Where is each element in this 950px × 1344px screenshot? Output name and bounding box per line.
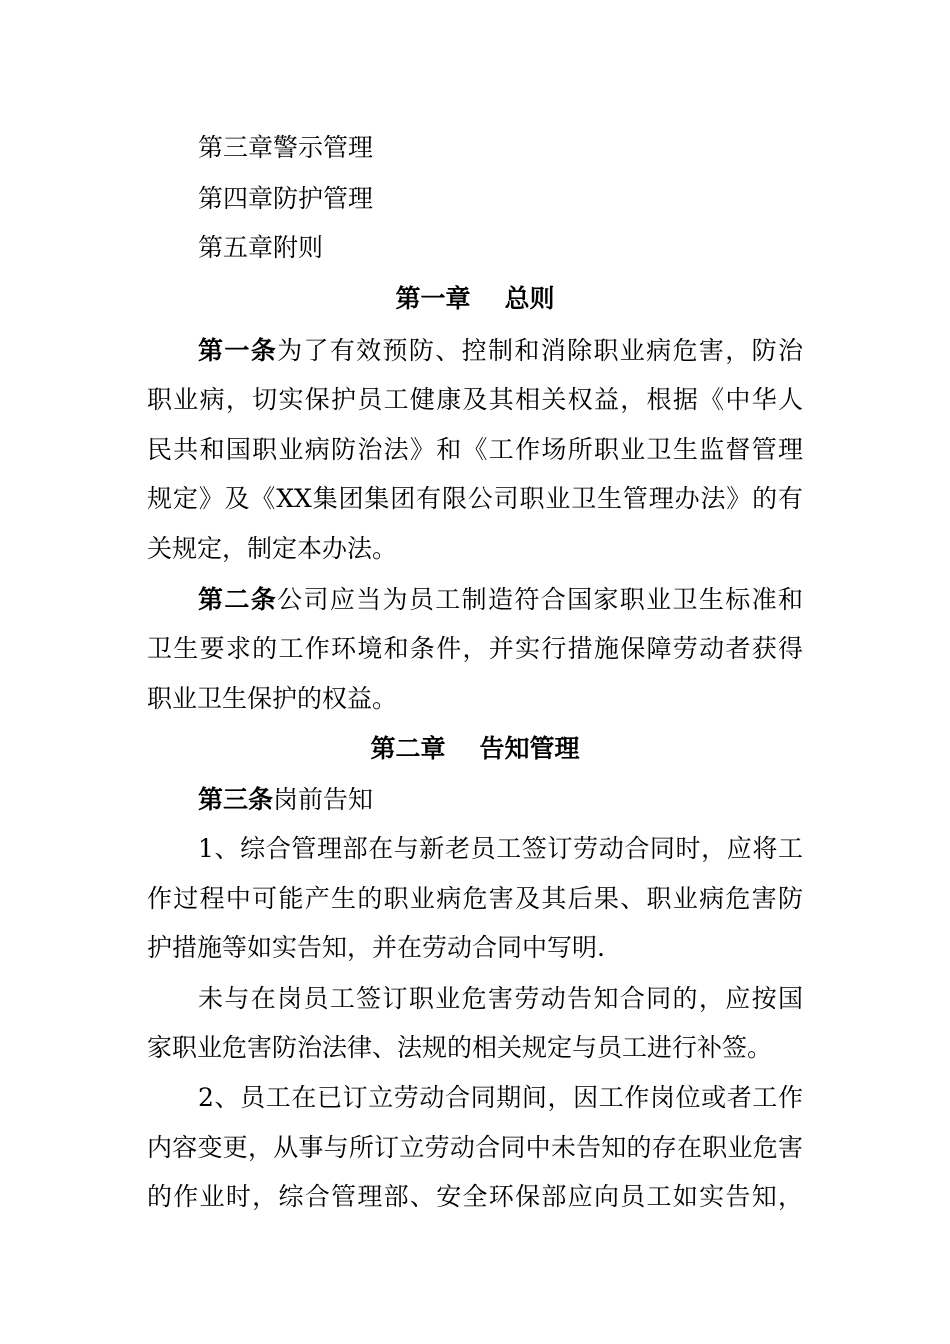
article3-p1-line-1: 1、综合管理部在与新老员工签订劳动合同时，应将工	[198, 834, 803, 863]
article2-line-3: 职业卫生保护的权益。	[147, 684, 398, 713]
article3-label: 第三条	[198, 785, 274, 814]
chapter2-number: 第二章	[370, 734, 446, 763]
article3-p2-line-1: 未与在岗员工签订职业危害劳动告知合同的，应按国	[198, 984, 803, 1013]
chapter1-number: 第一章	[395, 284, 471, 313]
article3-p1-line-3: 护措施等如实告知，并在劳动合同中写明.	[147, 933, 605, 962]
article3-p1-line-2: 作过程中可能产生的职业病危害及其后果、职业病危害防	[147, 884, 803, 913]
article1-line-5: 关规定，制定本办法。	[147, 534, 398, 563]
article1-label: 第一条	[198, 336, 278, 365]
article1-line-2: 职业病，切实保护员工健康及其相关权益，根据《中华人	[147, 385, 803, 414]
toc-item-chapter3: 第三章警示管理	[198, 133, 374, 162]
article3-p3-line-2: 内容变更，从事与所订立劳动合同中未告知的存在职业危害	[147, 1133, 803, 1162]
article1-line-4: 规定》及《XX集团集团有限公司职业卫生管理办法》的有	[147, 484, 803, 513]
article1-line-3: 民共和国职业病防治法》和《工作场所职业卫生监督管理	[147, 435, 803, 464]
article2-line-1: 第二条公司应当为员工制造符合国家职业卫生标准和	[198, 585, 803, 614]
toc-item-chapter5: 第五章附则	[198, 233, 324, 262]
chapter2-heading	[0, 733, 950, 765]
article3-p3-line-3: 的作业时，综合管理部、安全环保部应向员工如实告知，	[147, 1182, 803, 1211]
article3-p2-line-2: 家职业危害防治法律、法规的相关规定与员工进行补签。	[147, 1033, 773, 1062]
toc-item-chapter4: 第四章防护管理	[198, 184, 374, 213]
article2-line-2: 卫生要求的工作环境和条件，并实行措施保障劳动者获得	[147, 634, 803, 663]
article3-p3-line-1: 2、员工在已订立劳动合同期间，因工作岗位或者工作	[198, 1083, 803, 1112]
article3-title: 岗前告知	[273, 785, 374, 814]
article1-line-1: 第一条为了有效预防、控制和消除职业病危害，防治	[198, 336, 803, 365]
chapter2-title: 告知管理	[479, 734, 580, 763]
chapter1-heading	[0, 283, 950, 315]
chapter1-title: 总则	[504, 284, 555, 313]
article3-heading	[198, 784, 803, 816]
article2-label: 第二条	[198, 585, 278, 614]
